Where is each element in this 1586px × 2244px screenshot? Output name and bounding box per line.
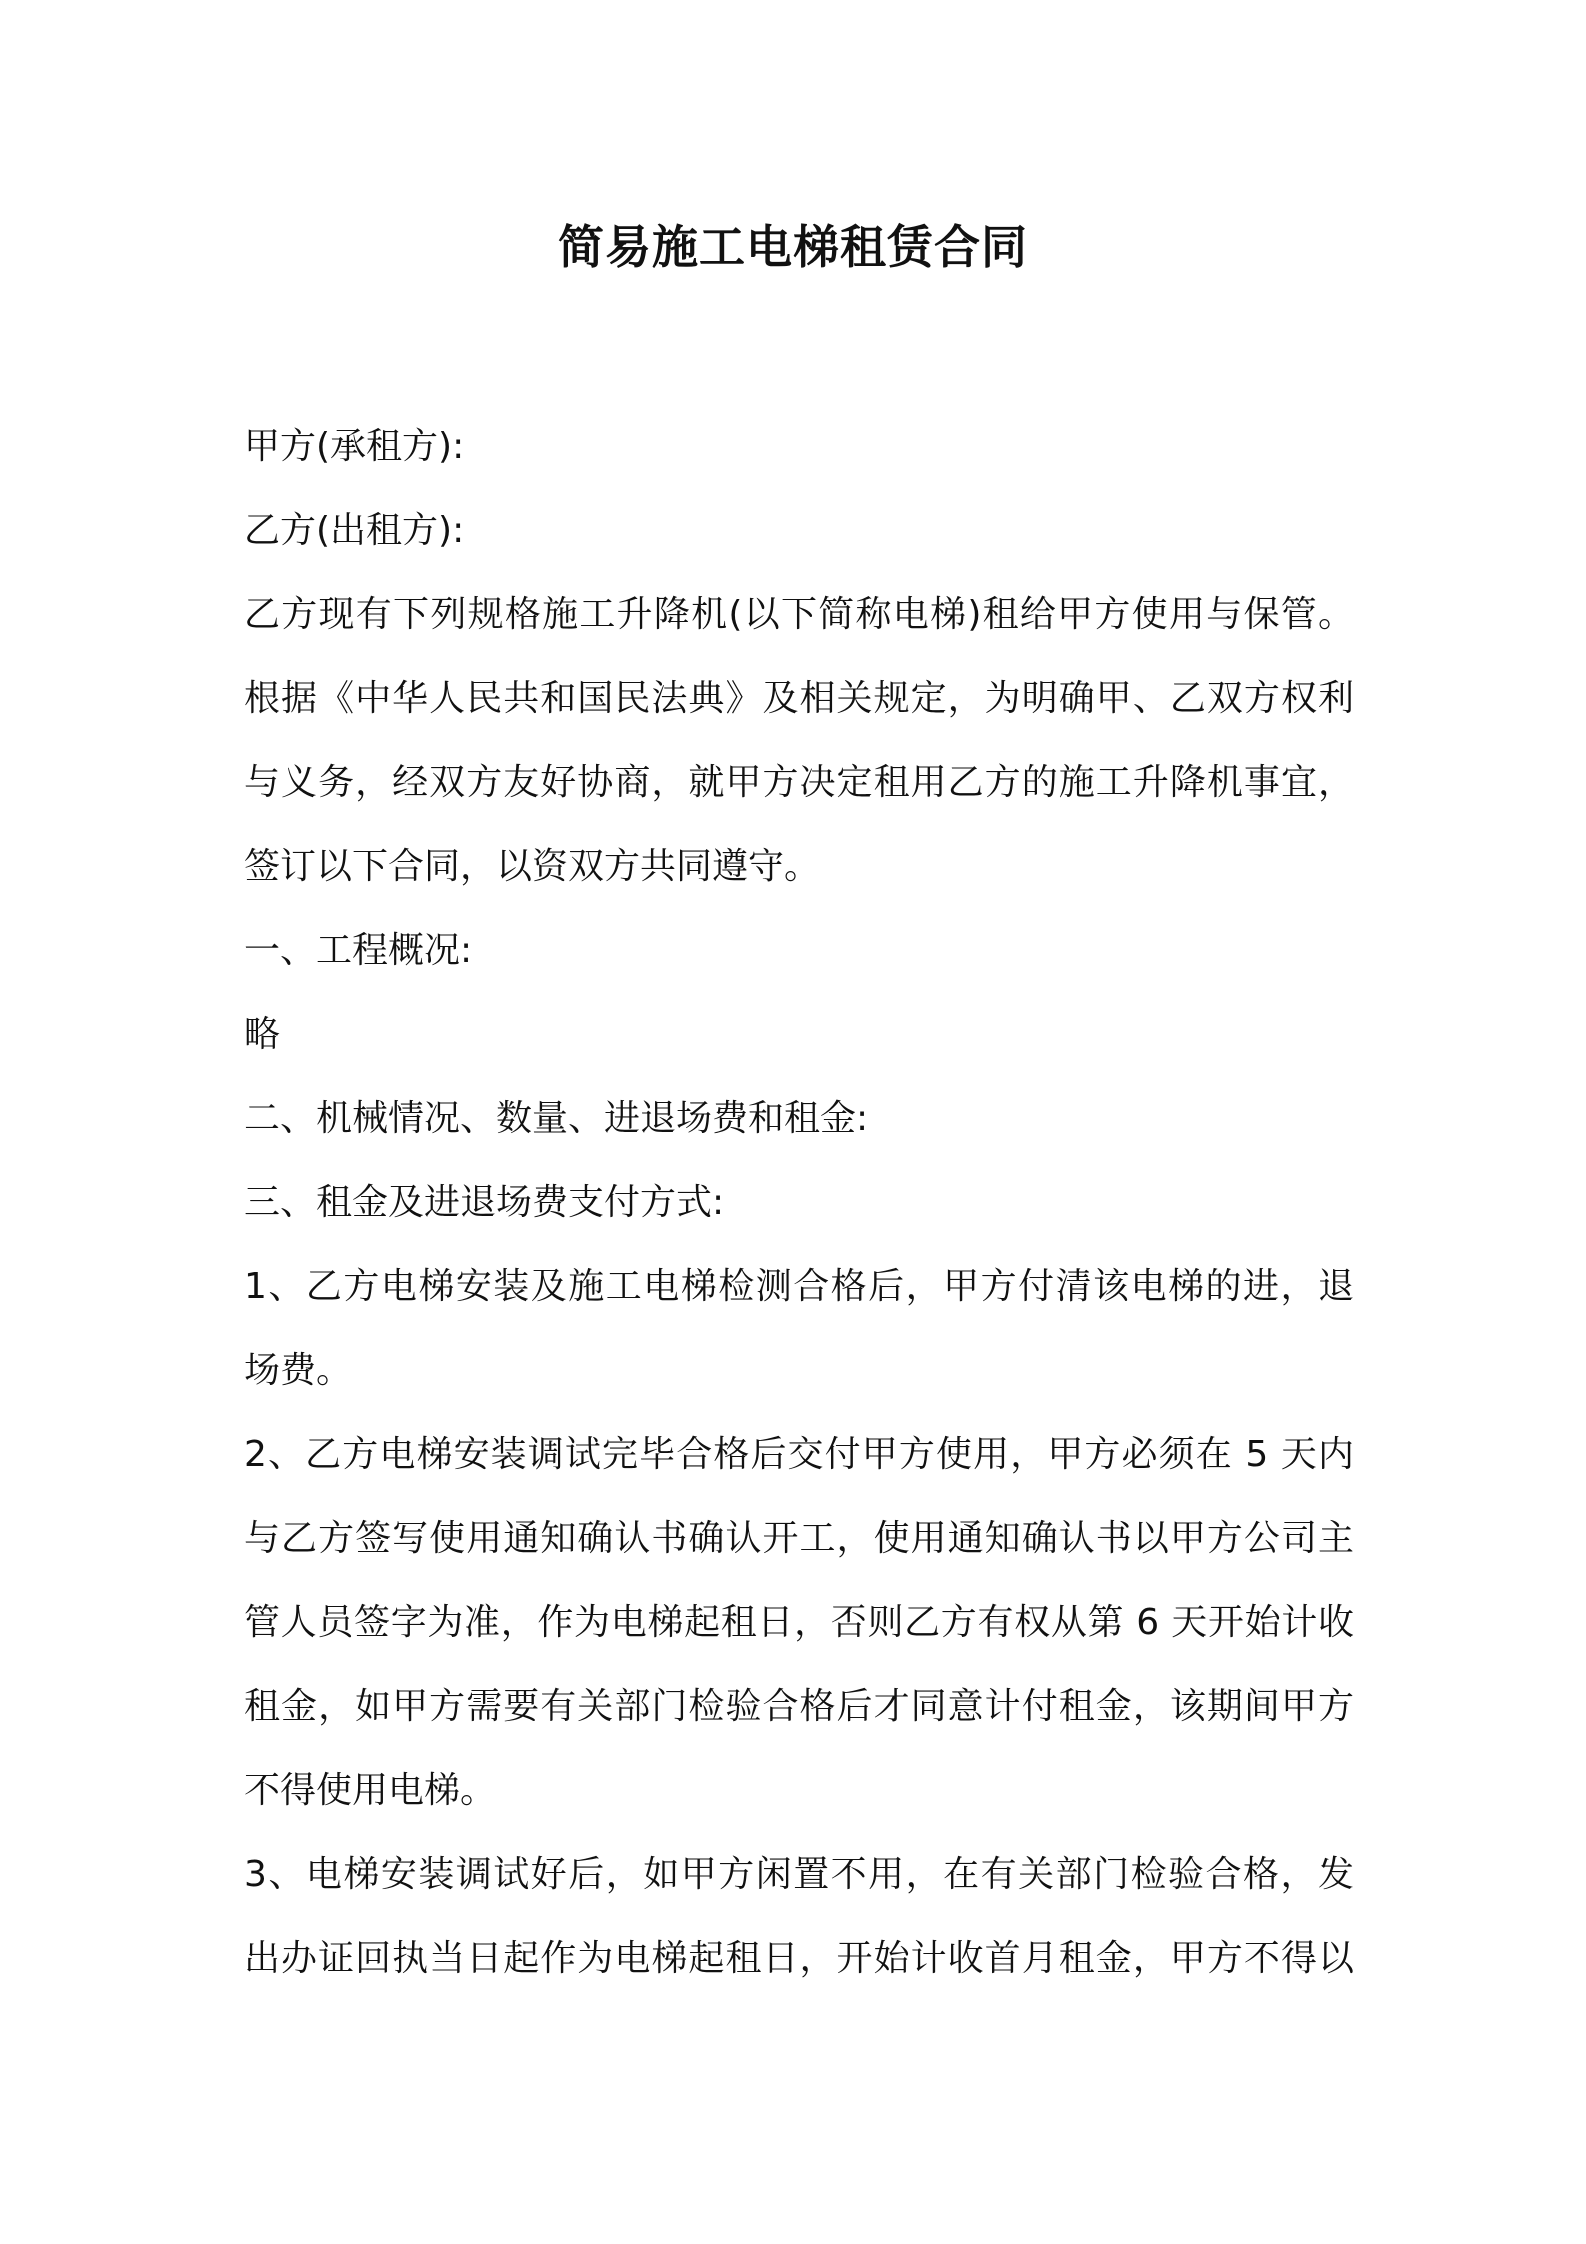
paragraph-line: 乙方现有下列规格施工升降机(以下简称电梯)租给甲方使用与保管。 [244,594,1354,635]
clause-2-line: 租金，如甲方需要有关部门检验合格后才同意计付租金，该期间甲方 [244,1686,1354,1727]
party-a-line: 甲方(承租方): [244,426,465,467]
section-heading-1: 一、工程概况: [244,930,473,971]
section-content: 略 [244,1014,281,1055]
paragraph-line: 与义务，经双方友好协商，就甲方决定租用乙方的施工升降机事宜， [244,762,1354,803]
clause-3-line: 3、电梯安装调试好后，如甲方闲置不用，在有关部门检验合格，发 [244,1854,1354,1895]
clause-1-line: 场费。 [244,1350,353,1391]
clause-2-line: 与乙方签写使用通知确认书确认开工，使用通知确认书以甲方公司主 [244,1518,1354,1559]
section-heading-2: 二、机械情况、数量、进退场费和租金: [244,1098,869,1139]
clause-1-line: 1、乙方电梯安装及施工电梯检测合格后，甲方付清该电梯的进，退 [244,1266,1354,1307]
paragraph-line: 签订以下合同，以资双方共同遵守。 [244,846,821,887]
party-b-line: 乙方(出租方): [244,510,465,551]
section-heading-3: 三、租金及进退场费支付方式: [244,1182,725,1223]
clause-2-line: 2、乙方电梯安装调试完毕合格后交付甲方使用，甲方必须在 5 天内 [244,1434,1354,1475]
document-title: 简易施工电梯租赁合同 [558,220,1028,274]
clause-2-line: 不得使用电梯。 [244,1770,497,1811]
paragraph-line: 根据《中华人民共和国民法典》及相关规定，为明确甲、乙双方权利 [244,678,1354,719]
clause-2-line: 管人员签字为准，作为电梯起租日，否则乙方有权从第 6 天开始计收 [244,1602,1354,1643]
document-body [244,405,1354,2001]
clause-3-line: 出办证回执当日起作为电梯起租日，开始计收首月租金，甲方不得以 [244,1938,1354,1979]
